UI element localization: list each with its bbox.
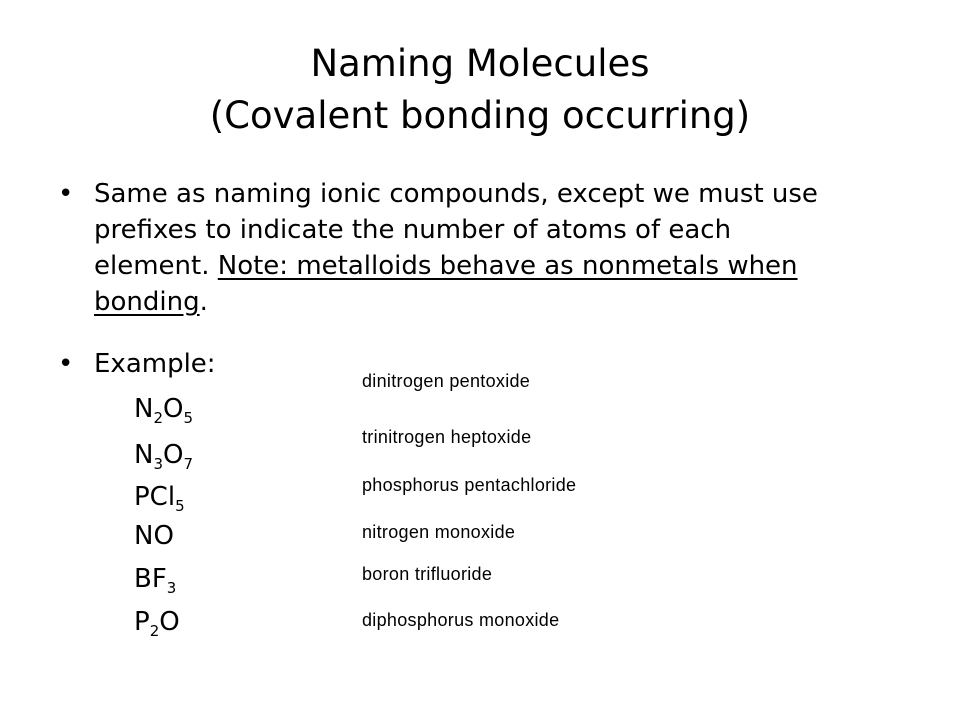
formula-element: N: [134, 394, 154, 424]
bullet-description-text: [94, 176, 848, 320]
bullet-description: [58, 176, 848, 320]
formula-element: O: [163, 394, 184, 424]
formula-element: O: [159, 607, 180, 637]
description-end: .: [199, 287, 208, 317]
title-line-1: Naming Molecules: [310, 42, 650, 85]
formula-row: [134, 438, 193, 472]
formula-element: O: [163, 440, 184, 470]
compound-name: dinitrogen pentoxide: [362, 371, 531, 391]
formula-subscript: 5: [183, 409, 194, 427]
formula-row: [134, 562, 176, 596]
formula-subscript: 2: [153, 409, 163, 427]
description-note: Note: metalloids behave as nonmetals when bonding: [94, 251, 798, 317]
formula-row: [134, 480, 185, 514]
compound-name: boron trifluoride: [362, 564, 493, 584]
title-line-2: (Covalent bonding occurring): [209, 94, 751, 137]
formula-element: PCl: [134, 482, 176, 512]
description-plain: Same as naming ionic compounds, except we must use prefixes to indicate the number of atoms of each element.: [94, 179, 818, 281]
compound-name: trinitrogen heptoxide: [362, 427, 532, 447]
compound-name: phosphorus pentachloride: [362, 475, 577, 495]
formula-row: [134, 392, 193, 426]
formula-subscript: 3: [166, 579, 177, 597]
formula-row: [134, 605, 180, 639]
formula-element: P: [134, 607, 150, 637]
bullet-dot: •: [58, 349, 74, 379]
compound-name: nitrogen monoxide: [362, 522, 516, 542]
formula-subscript: 5: [175, 497, 185, 515]
compound-name: diphosphorus monoxide: [362, 610, 560, 630]
formula-row: [134, 519, 174, 553]
formula-element: NO: [134, 521, 174, 551]
formula-element: BF: [134, 564, 167, 594]
formula-subscript: 3: [153, 455, 163, 473]
formula-subscript: 2: [149, 622, 160, 640]
formula-subscript: 7: [183, 455, 194, 473]
formula-element: N: [134, 440, 154, 470]
bullet-dot: •: [58, 179, 74, 209]
slide-title: [0, 38, 960, 142]
bullet-example-text: Example:: [94, 349, 216, 379]
